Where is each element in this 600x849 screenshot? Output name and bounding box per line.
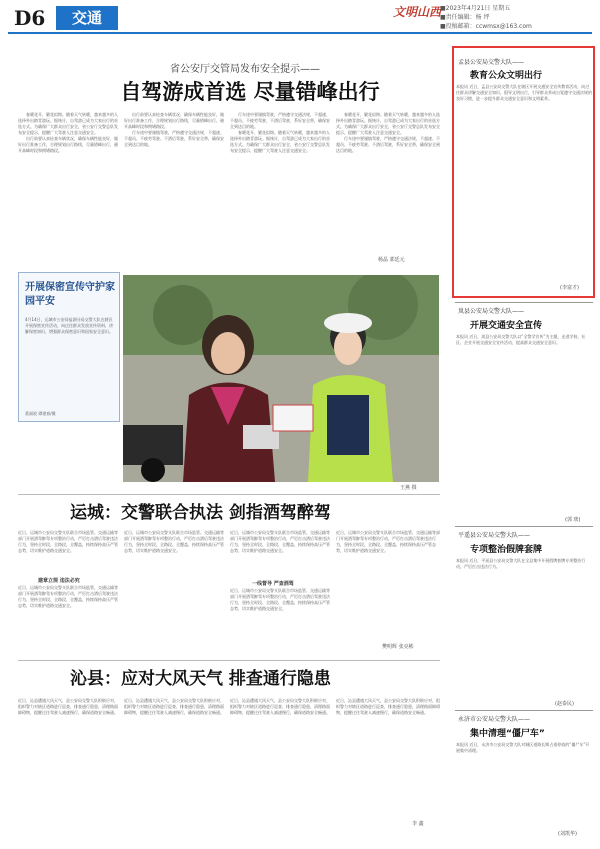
story2-byline: 樊明辉 张亮彬 — [382, 644, 414, 650]
story2-column: 近日，运城市公安局交警支队联合市场监管、交通运输等部门开展酒驾醉驾专项整治行动，严厉打击酒后驾驶违法行为，坚持全时段、全路段、全覆盖，持续保持高压严管态势，切实维护道路交通安全。 — [336, 530, 440, 553]
story2-column: 近日，运城市公安局交警支队联合市场监管、交通运输等部门开展酒驾醉驾专项整治行动，严厉打击酒后驾驶违法行为，坚持全时段、全路段、全覆盖，持续保持高压严管态势，切实维护道路交通安全。 — [230, 588, 330, 611]
sidebar-box — [18, 272, 120, 422]
lead-column-4 — [336, 112, 440, 252]
brief-text: 本报讯 近日，平遥县公安局交警大队在全县集中开展假牌套牌专项整治行动，严厉打击违法行为。 — [456, 558, 586, 569]
brief-text: 本报讯 近日，永济市公安局交警大队对城区道路长期占道停放的“僵尸车”开展集中清理。 — [456, 742, 590, 753]
divider — [455, 710, 593, 711]
header-rule — [8, 32, 592, 34]
divider — [18, 494, 440, 495]
divider — [455, 302, 593, 303]
brief-kicker: 岚县公安局交警大队—— — [458, 308, 525, 315]
sidebar-box-title: 开展保密宣传守护家园平安 — [25, 282, 115, 307]
brief-author: (李富才) — [560, 285, 579, 291]
story2-column: 近日，运城市公安局交警支队联合市场监管、交通运输等部门开展酒驾醉驾专项整治行动，严厉打击酒后驾驶违法行为，坚持全时段、全路段、全覆盖，持续保持高压严管态势，切实维护道路交通安全。 — [124, 530, 224, 553]
editor-line: ■责任编辑：杨 坪 — [440, 14, 490, 21]
story2-column: 近日，运城市公安局交警支队联合市场监管、交通运输等部门开展酒驾醉驾专项整治行动，严厉打击酒后驾驶违法行为，坚持全时段、全路段、全覆盖，持续保持高压严管态势，切实维护道路交通安全。 — [230, 530, 330, 553]
brief-title: 集中清理“僵尸车” — [470, 729, 545, 739]
brief-kicker: 永济市公安局交警大队—— — [458, 716, 531, 723]
brief-text: 本报讯 近日，岚县公安局交警大队以“全警学宣传”为主题，走进学校、社区、企业开展交通安全宣传活动，提高群众交通安全意识。 — [456, 334, 586, 345]
photo-credit: 王燕 摄 — [400, 485, 417, 491]
brief-author: (刘凯华) — [558, 831, 577, 837]
divider — [455, 526, 593, 527]
page-header — [0, 0, 600, 34]
brief-text: 本报讯 近日，孟县公安局交警大队在辖区开展交通安全宣传教育活动，向过往群众讲解交通安全知识，倡导文明出行，引导群众养成自觉遵守交通法规的良好习惯，进一步提升群众交通安全意识和文明素养。 — [456, 84, 592, 101]
brief-author: (郭 琰) — [565, 517, 581, 523]
page-number: D6 — [14, 6, 46, 30]
brief-author: (赵泰民) — [555, 701, 574, 707]
issue-date: ■2023年4月21日 星期五 — [440, 5, 511, 12]
lead-column-3 — [230, 112, 330, 262]
lead-paragraph: 出行前要认真检查车辆状况，确保车辆性能良好，做好出行准备工作，合理规划出行路线，尽量错峰出行，避开高峰时段和拥堵路段。 — [124, 112, 224, 129]
story3-column: 近日，沁县遭遇大风天气，县公安局交警大队积极应对，组织警力对辖区道路进行巡查，排查通行隐患，清理路面障碍物，提醒过往驾驶人减速慢行，确保道路安全畅通。 — [336, 698, 440, 715]
story2-headline: 运城：交警联合执法 剑指酒驾醉驾 — [70, 503, 331, 523]
lead-column-2 — [124, 112, 224, 262]
story3-byline: 李 鑫 — [412, 821, 424, 827]
story2-column: 近日，运城市公安局交警支队联合市场监管、交通运输等部门开展酒驾醉驾专项整治行动，严厉打击酒后驾驶违法行为，坚持全时段、全路段、全覆盖，持续保持高压严管态势，切实维护道路交通安全。 — [18, 530, 118, 553]
section-tab: 交通 — [56, 6, 118, 30]
brief-title: 教育公众文明出行 — [470, 71, 543, 81]
lead-column-1 — [18, 112, 120, 262]
story2-subhead: 一线督导 严查酒驾 — [252, 581, 294, 587]
photo-illustration — [123, 275, 439, 482]
lead-paragraph: 出行前要认真检查车辆状况，确保车辆性能良好，做好出行准备工作，合理规划出行路线，尽量错峰出行，避开高峰时段和拥堵路段。 — [18, 136, 118, 153]
story2-subhead: 建章立规 违法必究 — [38, 578, 80, 584]
lead-headline: 自驾游成首选 尽量错峰出行 — [120, 80, 380, 104]
sidebar-box-text: 4月14日，运城市公安局盐湖分局交警大队在辖区开展保密宣传活动，向过往群众发放宣传资料，讲解保密知识，增强群众保密意识和国家安全意识。 — [25, 317, 113, 334]
brief-title: 专项整治假牌套牌 — [470, 545, 543, 555]
email-line: ■投稿邮箱：ccwmsx@163.com — [440, 23, 532, 30]
lead-paragraph: 春暖花开，繁花似锦。随着天气转暖，越来越多的人选择外出踏青游玩。据统计，自驾游已成为大家出行的首选方式。为确保广大群众出行安全，省公安厅交警总队发布安全提示，提醒广大驾驶人注意交通安全。 — [336, 112, 440, 135]
brief-title: 开展交通安全宣传 — [470, 321, 543, 331]
lead-paragraph: 春暖花开，繁花似锦。随着天气转暖，越来越多的人选择外出踏青游玩。据统计，自驾游已成为大家出行的首选方式。为确保广大群众出行安全，省公安厅交警总队发布安全提示，提醒广大驾驶人注意交通安全。 — [18, 112, 118, 135]
story3-column: 近日，沁县遭遇大风天气，县公安局交警大队积极应对，组织警力对辖区道路进行巡查，排查通行隐患，清理路面障碍物，提醒过往驾驶人减速慢行，确保道路安全畅通。 — [124, 698, 224, 715]
news-photo — [123, 275, 439, 482]
brief-kicker: 平遥县公安局交警大队—— — [458, 532, 531, 539]
brief-kicker: 孟县公安局交警大队—— — [458, 59, 525, 66]
story3-column: 近日，沁县遭遇大风天气，县公安局交警大队积极应对，组织警力对辖区道路进行巡查，排查通行隐患，清理路面障碍物，提醒过往驾驶人减速慢行，确保道路安全畅通。 — [230, 698, 330, 715]
lead-byline: 杨晶 郭廷元 — [378, 257, 405, 263]
story2-column: 近日，运城市公安局交警支队联合市场监管、交通运输等部门开展酒驾醉驾专项整治行动，严厉打击酒后驾驶违法行为，坚持全时段、全路段、全覆盖，持续保持高压严管态势，切实维护道路交通安全。 — [18, 585, 118, 608]
lead-kicker: 省公安厅交管局发布安全提示—— — [170, 64, 320, 75]
divider — [18, 660, 440, 661]
header-info — [440, 4, 532, 31]
story3-headline: 沁县：应对大风天气 排查通行隐患 — [70, 669, 331, 689]
lead-paragraph: 春暖花开，繁花似锦。随着天气转暖，越来越多的人选择外出踏青游玩。据统计，自驾游已成为大家出行的首选方式。为确保广大群众出行安全，省公安厅交警总队发布安全提示，提醒广大驾驶人注意交通安全。 — [230, 130, 330, 153]
brand-logo: 文明山西 — [393, 5, 442, 19]
sidebar-box-author: 葛丽收 谭建春/摄 — [25, 411, 56, 416]
lead-paragraph: 行车途中要谨慎驾驶，严格遵守交通法规，不超速、不超员、不疲劳驾驶、不酒后驾驶，系好安全带，确保安全到达目的地。 — [336, 136, 440, 153]
story3-column: 近日，沁县遭遇大风天气，县公安局交警大队积极应对，组织警力对辖区道路进行巡查，排查通行隐患，清理路面障碍物，提醒过往驾驶人减速慢行，确保道路安全畅通。 — [18, 698, 118, 715]
lead-paragraph: 行车途中要谨慎驾驶，严格遵守交通法规，不超速、不超员、不疲劳驾驶、不酒后驾驶，系好安全带，确保安全到达目的地。 — [124, 130, 224, 147]
lead-paragraph: 行车途中要谨慎驾驶，严格遵守交通法规，不超速、不超员、不疲劳驾驶、不酒后驾驶，系好安全带，确保安全到达目的地。 — [230, 112, 330, 129]
